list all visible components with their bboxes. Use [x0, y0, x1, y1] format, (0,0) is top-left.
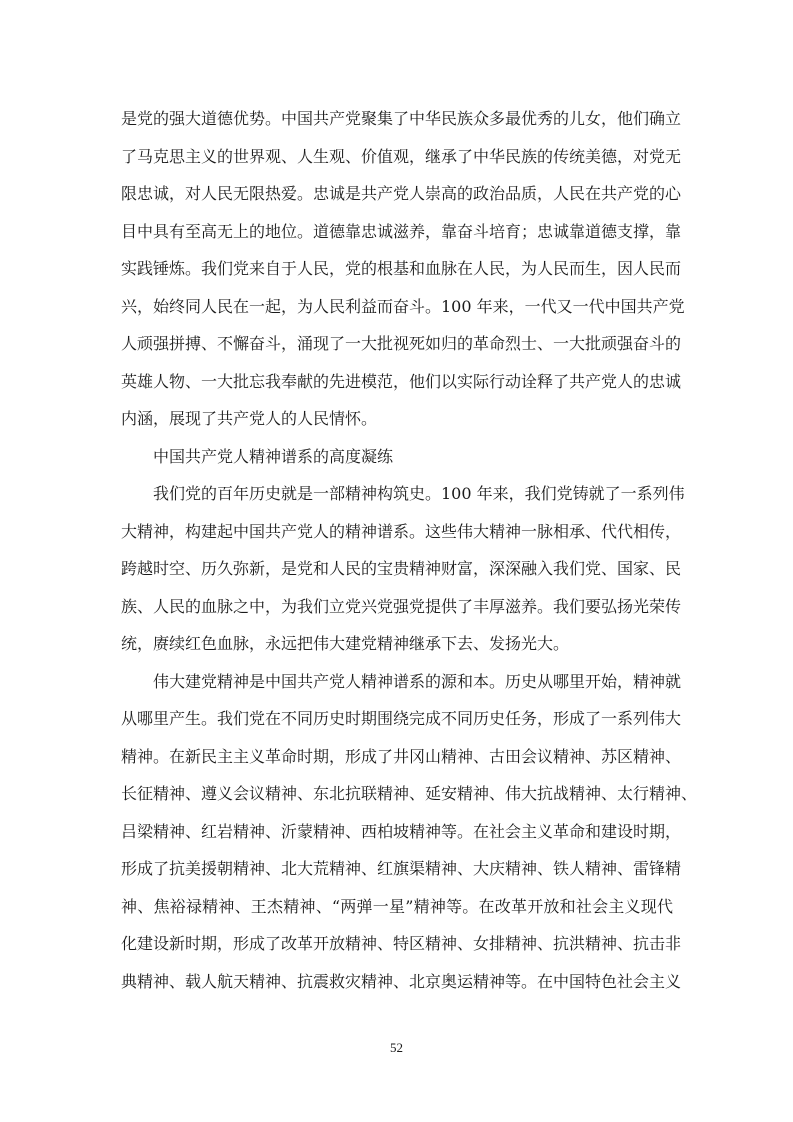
text-line: 限忠诚，对人民无限热爱。忠诚是共产党人崇高的政治品质，人民在共产党的心: [121, 184, 682, 203]
text-line: 吕梁精神、红岩精神、沂蒙精神、西柏坡精神等。在社会主义革命和建设时期，: [121, 821, 682, 841]
text-line: 典精神、载人航天精神、抗震救灾精神、北京奥运精神等。在中国特色社会主义: [121, 971, 682, 991]
text-line: 人顽强拼搏、不懈奋斗，涌现了一大批视死如归的革命烈士、一大批顽强奋斗的: [121, 334, 682, 353]
text-line: 是党的强大道德优势。中国共产党聚集了中华民族众多最优秀的儿女，他们确立: [121, 109, 682, 128]
page-number: 52: [390, 1040, 403, 1055]
text-line: 内涵，展现了共产党人的人民情怀。: [121, 409, 378, 428]
text-line: 实践锤炼。我们党来自于人民，党的根基和血脉在人民，为人民而生，因人民而: [121, 259, 682, 278]
text-line: 跨越时空、历久弥新，是党和人民的宝贵精神财富，深深融入我们党、国家、民: [121, 559, 682, 578]
text-line: 化建设新时期，形成了改革开放精神、特区精神、女排精神、抗洪精神、抗击非: [121, 934, 682, 953]
text-line: 精神。在新民主主义革命时期，形成了井冈山精神、古田会议精神、苏区精神、: [121, 746, 682, 766]
text-line: 统，赓续红色血脉，永远把伟大建党精神继承下去、发扬光大。: [121, 634, 570, 653]
text-line: 大精神，构建起中国共产党人的精神谱系。这些伟大精神一脉相承、代代相传，: [121, 521, 682, 541]
text-line: 从哪里产生。我们党在不同历史时期围绕完成不同历史任务，形成了一系列伟大: [121, 709, 682, 728]
text-line: 了马克思主义的世界观、人生观、价值观，继承了中华民族的传统美德，对党无: [121, 146, 682, 166]
text-line: 长征精神、遵义会议精神、东北抗联精神、延安精神、伟大抗战精神、太行精神、: [121, 784, 698, 803]
paragraph: [121, 100, 685, 438]
text-line: 形成了抗美援朝精神、北大荒精神、红旗渠精神、大庆精神、铁人精神、雷锋精: [121, 859, 682, 878]
section-heading: [121, 438, 673, 476]
text-line: 目中具有至高无上的地位。道德靠忠诚滋养，靠奋斗培育；忠诚靠道德支撑，靠: [121, 221, 682, 241]
text-line: 英雄人物、一大批忘我奉献的先进模范，他们以实际行动诠释了共产党人的忠诚: [121, 371, 682, 391]
paragraph: [121, 475, 685, 663]
heading-text: 中国共产党人精神谱系的高度凝练: [153, 446, 394, 466]
document-body: [121, 100, 698, 1000]
text-line: 兴，始终同人民在一起，为人民利益而奋斗。100 年来，一代又一代中国共产党: [121, 296, 685, 316]
text-line: 伟大建党精神是中国共产党人精神谱系的源和本。历史从哪里开始，精神就: [153, 671, 682, 691]
paragraph: [121, 663, 698, 1001]
text-line: 我们党的百年历史就是一部精神构筑史。100 年来，我们党铸就了一系列伟: [153, 484, 685, 503]
text-line: 神、焦裕禄精神、王杰精神、“两弹一星”精神等。在改革开放和社会主义现代: [121, 896, 673, 916]
text-line: 族、人民的血脉之中，为我们立党兴党强党提供了丰厚滋养。我们要弘扬光荣传: [121, 596, 682, 616]
